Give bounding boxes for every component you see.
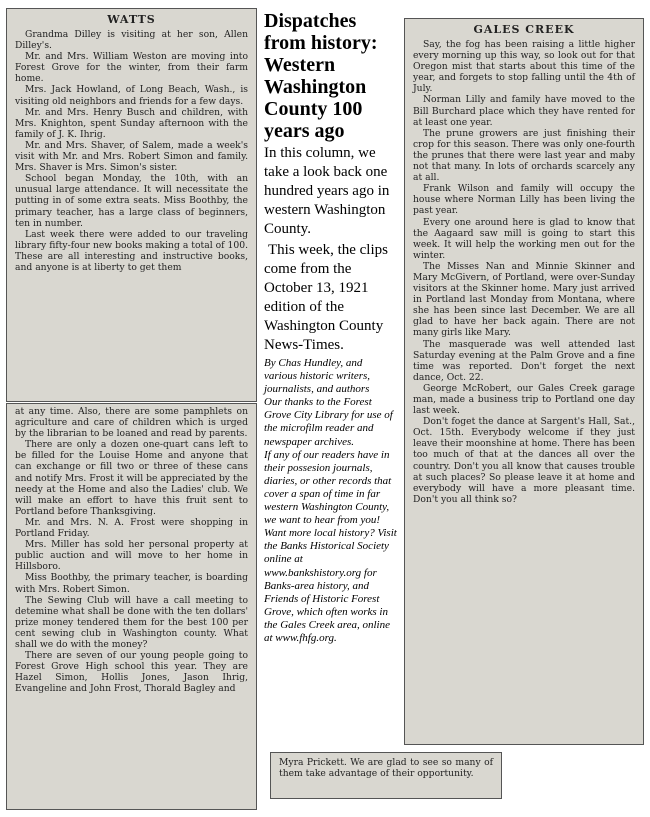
news-item: at any time. Also, there are some pamphlets on agriculture and care of children which is urged by the librarian to be loaned and read by parents. [15,406,248,440]
news-item: Myra Prickett. We are glad to see so many of them take advantage of their opportunity. [279,757,493,780]
news-item: George McRobert, our Gales Creek garage man, made a business trip to Portland one day last week. [413,382,635,417]
news-item: The Sewing Club will have a call meeting to detemine what shall be done with the ten dollars' prize money tendered them for the best 100 per cent sewing club in Washington county. What shall we do with the money? [15,594,248,650]
news-item: Mrs. Miller has sold her personal property at public auction and will move to her home in Hillsboro. [15,539,248,573]
news-item: The masquerade was well attended last Saturday evening at the Palm Grove and a fine time was reported. Don't forget the next dance, Oct. 22. [413,338,635,383]
gales-creek-clip [404,18,644,745]
news-item: Frank Wilson and family will occupy the house where Norman Lilly has been living the past year. [413,183,635,217]
news-item: School began Monday, the 10th, with an unusual large attendance. It will necessitate the putting in of some extra seats. Miss Boothby, the primary teacher, has a large class of beginners, ten in number. [15,173,248,229]
byline: By Chas Hundley, and various historic writers, journalists, and authors [264,357,371,396]
news-item: Mr. and Mrs. Henry Busch and children, with Mrs. Knighton, spent Sunday afternoon with the family of J. K. Ihrig. [15,106,248,140]
readers-note: If any of our readers have in their possesion journals, diaries, or other records that cover a span of time in far western Washington County, we want to hear from you! [264,448,392,527]
news-item: Mr. and Mrs. William Weston are moving into Forest Grove for the winter, from their farm home. [15,51,248,85]
news-item: Grandma Dilley is visiting at her son, Allen Dilley's. [15,29,248,52]
news-item: Don't foget the dance at Sargent's Hall, Sat., Oct. 15th. Everybody welcome if they just leave their moonshine at home. There has been too much of that at the dances all over the country. Don't you all know that causes trouble at such places? So please leave it at home and everybody will have a more pleasant time. Don't you all think so? [413,416,635,505]
gales-creek-heading: GALES CREEK [473,23,575,36]
news-item: Say, the fog has been raising a little higher every morning up this way, so look out for that Oregon mist that starts about this time of the year, and forgets to stop falling until the 4th of July. [413,39,635,95]
news-item: There are seven of our young people going to Forest Grove High school this year. They are Hazel Simon, Hollis Jones, Jason Ihrig, Evangeline and John Frost, Thorald Bagley and [15,650,248,695]
news-item: Last week there were added to our traveling library fifty-four new books making a total of 100. These are all interesting and instructive books, and anyone is at liberty to get them [15,228,248,273]
watts-clip-top [6,8,257,402]
feature-intro: In this column, we take a look back one hundred years ago in western Washington County. [264,145,390,237]
feature-column [264,10,398,645]
news-item: Norman Lilly and family have moved to the Bill Burchard place which they have rented for at least one year. [413,94,635,128]
feature-title: Dispatches from history: Western Washington County 100 years ago [264,10,378,142]
news-item: Mr. and Mrs. Shaver, of Salem, made a week's visit with Mr. and Mrs. Robert Simon and family. Mrs. Shaver is Mrs. Simon's sister. [15,139,248,174]
news-item: The Misses Nan and Minnie Skinner and Mary McGivern, of Portland, were over-Sunday visitors at the Skinner home. Mary just arrived in Portland last Monday from Montana, where she has been since last December. We are all glad to have her back again. There are not many girls like Mary. [413,260,635,339]
news-item: Mr. and Mrs. N. A. Frost were shopping in Portland Friday. [15,516,248,540]
news-item: Every one around here is glad to know that the Aagaard saw mill is going to start this week. It will help the working men out for the winter. [413,216,635,261]
watts-heading: WATTS [107,13,156,26]
more-history-note: Want more local history? Visit the Banks Historical Society online at www.bankshistory.org for Banks-area history, and Friends of Historic Forest Grove, which often works in the Gales Creek area, online at www.fhfg.org. [264,527,397,644]
news-item: The prune growers are just finishing their crop for this season. There was only one-fourth the prunes that there were last year and maby not that many. In lots of orchards scarcely any at all. [413,127,635,184]
news-item: Mrs. Jack Howland, of Long Beach, Wash., is visiting old neighbors and friends for a few days. [15,84,248,107]
thanks-note: Our thanks to the Forest Grove City Library for use of the microfilm reader and newspaper archives. [264,396,393,448]
watts-clip-bottom [6,403,257,810]
news-item: There are only a dozen one-quart cans left to be filled for the Louise Home and anyone that can exchange or fill two or three of these cans and notify Mrs. Frost it will be appreciated by the needy at the Home and also the Ladies' club. We will make an effort to have this fruit sent to Portland before Thanksgiving. [15,439,248,517]
news-item: Miss Boothby, the primary teacher, is boarding with Mrs. Robert Simon. [15,572,248,595]
feature-intro-edition: This week, the clips come from the October 13, 1921 edition of the Washington County News-Times. [264,242,388,353]
watts-continuation-clip [270,752,502,799]
